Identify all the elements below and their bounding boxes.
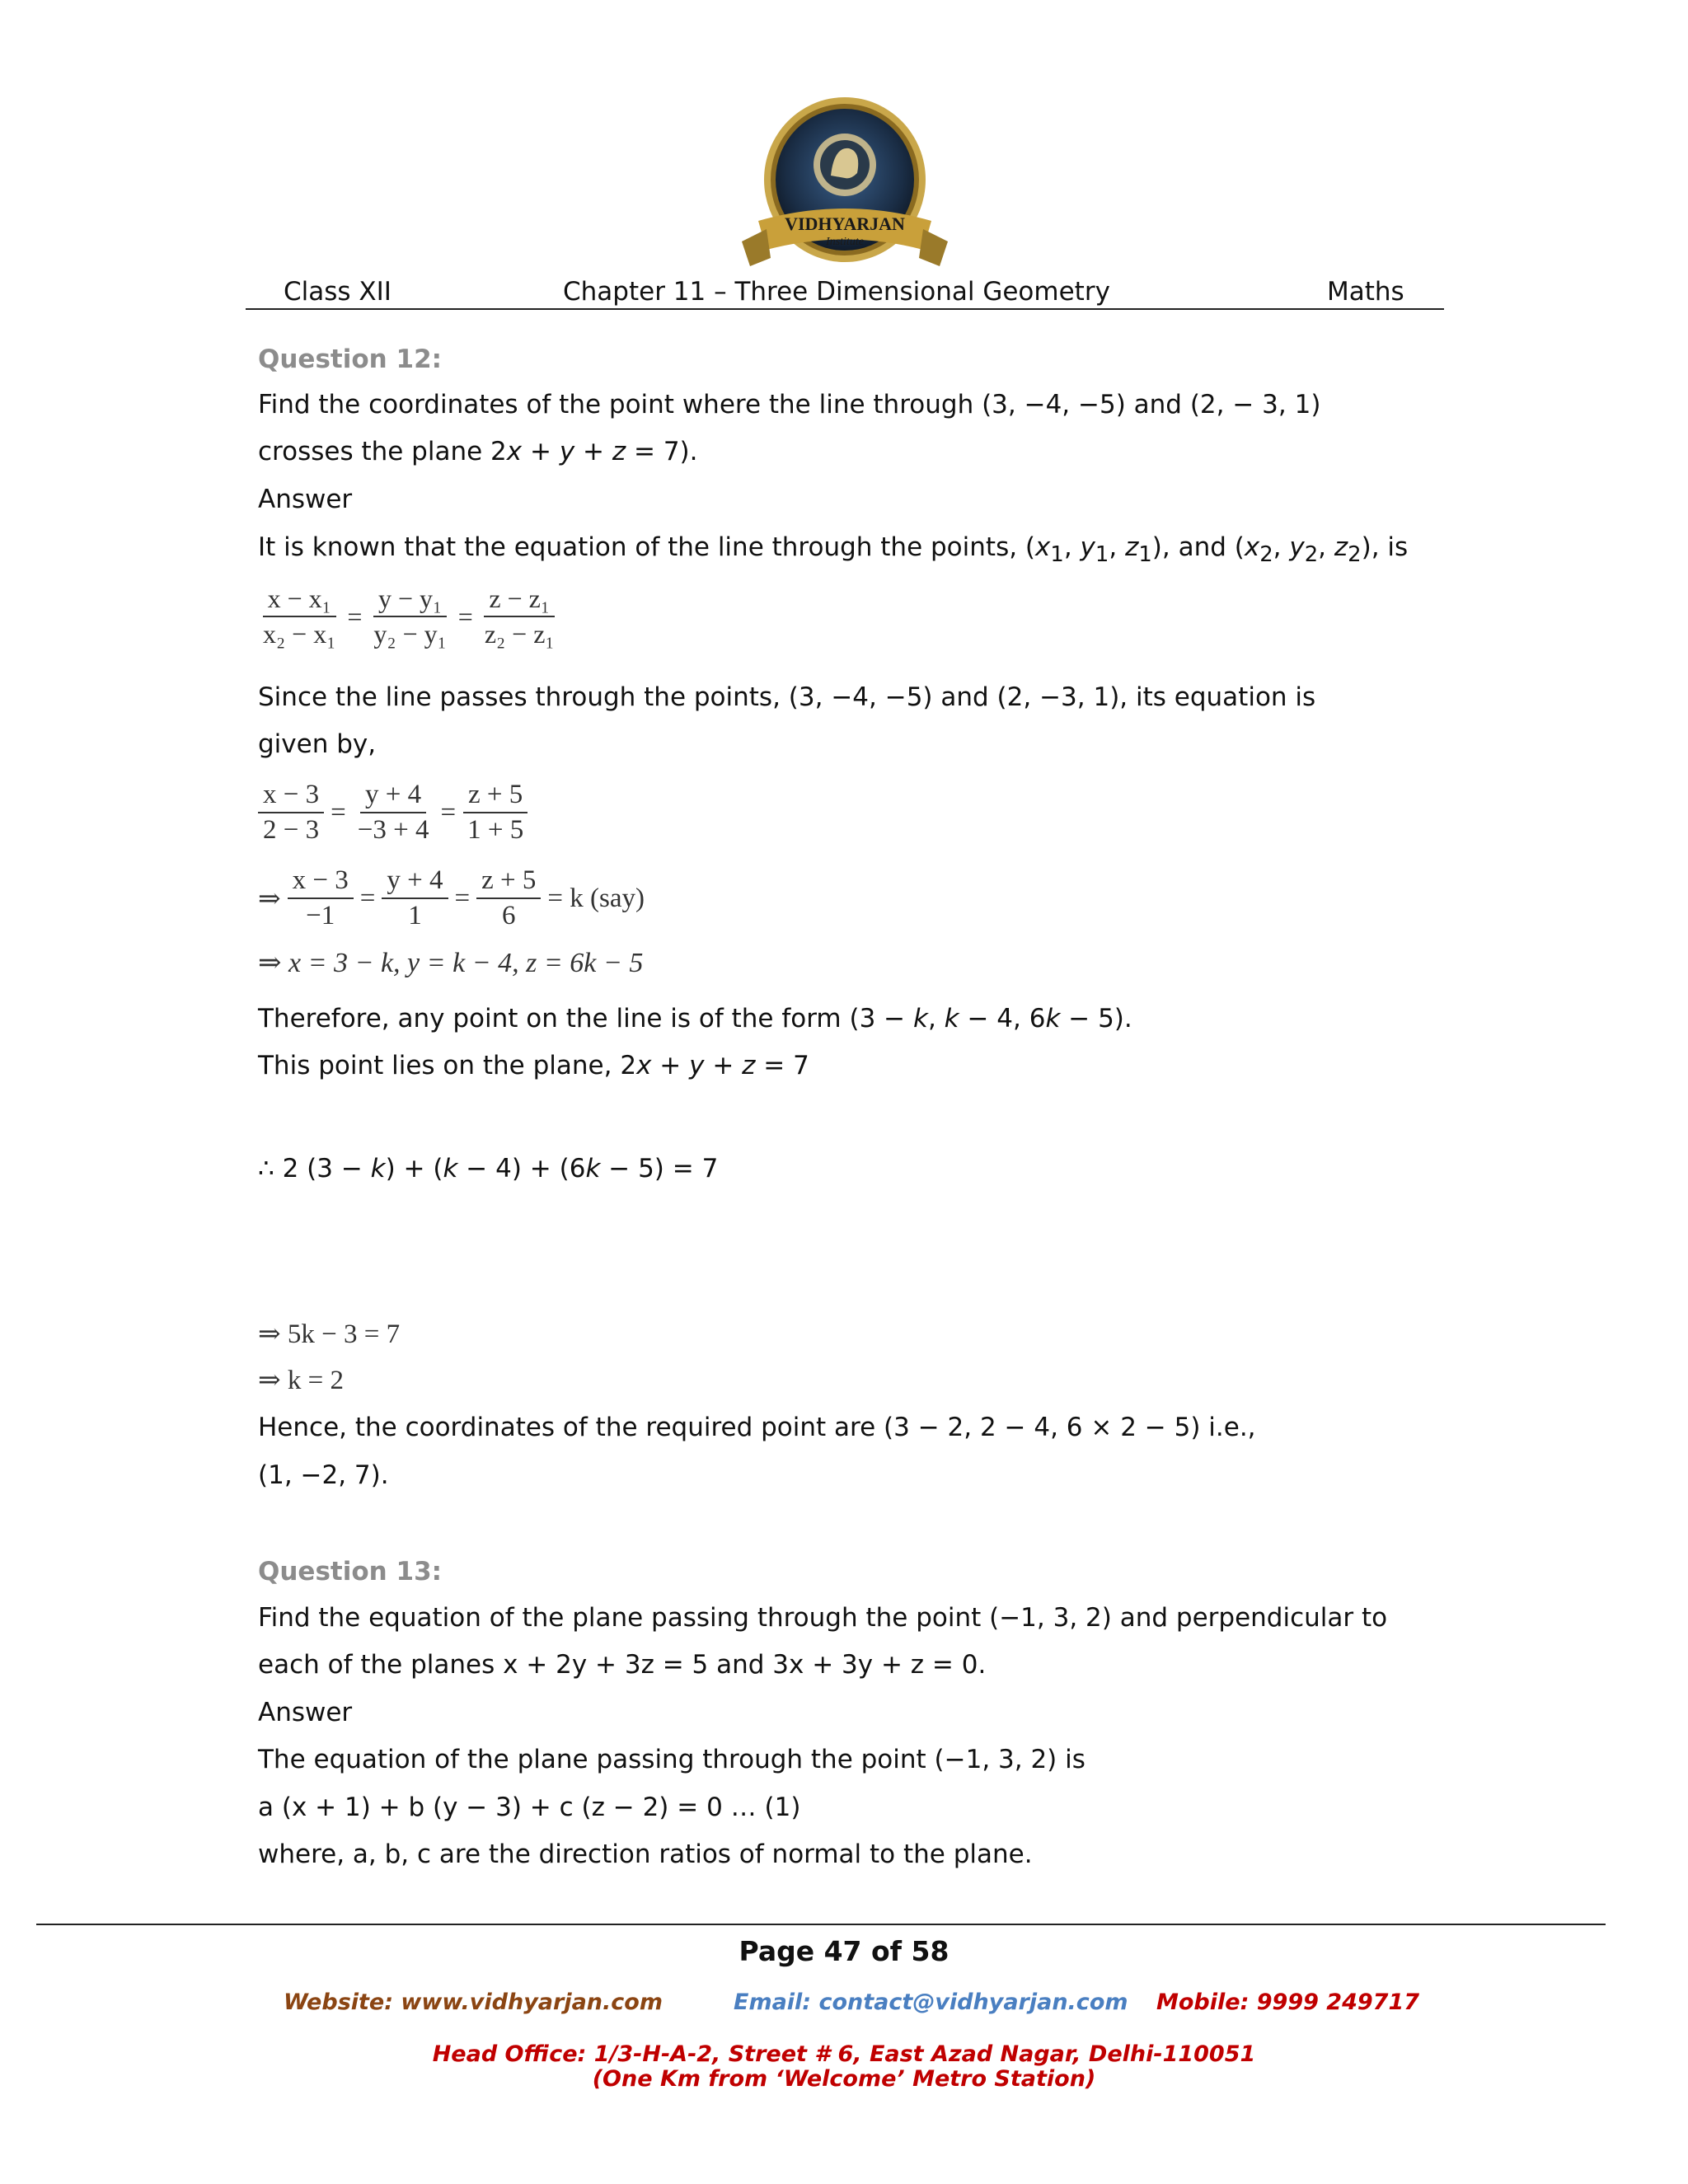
header-chapter: Chapter 11 – Three Dimensional Geometry xyxy=(563,277,1110,307)
header-rule xyxy=(246,308,1444,310)
logo xyxy=(742,97,948,274)
therefore-equation: ∴ 2 (3 − k) + (k − 4) + (6k − 5) = 7 xyxy=(258,1154,719,1183)
answer-label-13: Answer xyxy=(258,1698,353,1727)
logo-subtext: Institute xyxy=(826,236,864,248)
answer-label-12: Answer xyxy=(258,485,353,514)
footer-website[interactable]: Website: www.vidhyarjan.com xyxy=(284,1990,663,2015)
footer-rule xyxy=(36,1924,1606,1925)
question-13-line-1: Find the equation of the plane passing through the point (−1, 3, 2) and perpendicular to xyxy=(258,1603,1388,1633)
footer-office-note: (One Km from ‘Welcome’ Metro Station) xyxy=(592,2066,1096,2092)
step-equation-2: ⇒ k = 2 xyxy=(258,1366,345,1395)
hence-line-2: (1, −2, 7). xyxy=(258,1460,389,1490)
question-12-line-1: Find the coordinates of the point where the line through (3, −4, −5) and (2, − 3, 1) xyxy=(258,390,1321,419)
since-line-2: given by, xyxy=(258,729,377,759)
lies-on-plane-line: This point lies on the plane, 2x + y + z = 7 xyxy=(258,1051,809,1080)
logo-text: VIDHYARJAN xyxy=(785,213,905,234)
since-line-1: Since the line passes through the points, (3, −4, −5) and (2, −3, 1), its equation is xyxy=(258,682,1316,712)
question-12-line-2: crosses the plane 2x + y + z = 7). xyxy=(258,437,698,466)
header-subject: Maths xyxy=(1327,277,1404,307)
question-12-heading: Question 12: xyxy=(258,344,443,374)
answer-13-line-1: The equation of the plane passing through the point (−1, 3, 2) is xyxy=(258,1745,1085,1774)
footer-email[interactable]: Email: contact@vidhyarjan.com xyxy=(734,1990,1128,2015)
footer-office: Head Office: 1/3-H-A-2, Street # 6, East Azad Nagar, Delhi-110051 xyxy=(432,2041,1256,2067)
footer-mobile: Mobile: 9999 249717 xyxy=(1156,1990,1420,2015)
line-equation-specific: $\frac{x - 3}{2 - 3}$ = $\frac{y + 4}{-3 + 4}$ = $\frac{z + 5}{1 + 5}$ xyxy=(258,780,528,846)
known-line: It is known that the equation of the line through the points, ($x_1$, $y_1$, $z_1$), and ($x_2$, $y_2$, $z_2$), is xyxy=(258,532,1409,568)
header-class: Class XII xyxy=(284,277,392,307)
parametric-equation: ⇒ x = 3 − k, y = k − 4, z = 6k − 5 xyxy=(258,948,644,978)
answer-13-line-3: where, a, b, c are the direction ratios of normal to the plane. xyxy=(258,1840,1033,1869)
logo-emblem-icon xyxy=(742,97,948,274)
step-equation-1: ⇒ 5k − 3 = 7 xyxy=(258,1319,401,1349)
hence-line-1: Hence, the coordinates of the required point are (3 − 2, 2 − 4, 6 × 2 − 5) i.e., xyxy=(258,1413,1256,1442)
question-13-heading: Question 13: xyxy=(258,1557,443,1586)
question-13-line-2: each of the planes x + 2y + 3z = 5 and 3x + 3y + z = 0. xyxy=(258,1650,987,1680)
point-form-line: Therefore, any point on the line is of the form (3 − k, k − 4, 6k − 5). xyxy=(258,1004,1132,1033)
line-equation-general: $\frac{\text{x − x₁}}{\text{x₂ − x₁}}$ = $\frac{\text{y − y₁}}{\text{y₂ − y₁}}$ = $\frac{\text{z − z₁}}{\text{z₂ − z₁}}$ xyxy=(263,583,555,649)
answer-13-line-2: a (x + 1) + b (y − 3) + c (z − 2) = 0 … (1) xyxy=(258,1793,801,1822)
line-equation-k: ⇒ $\frac{x - 3}{-1}$ = $\frac{y + 4}{1}$ = $\frac{z + 5}{6}$ = k (say) xyxy=(258,865,645,930)
page-number: Page 47 of 58 xyxy=(738,1935,950,1967)
